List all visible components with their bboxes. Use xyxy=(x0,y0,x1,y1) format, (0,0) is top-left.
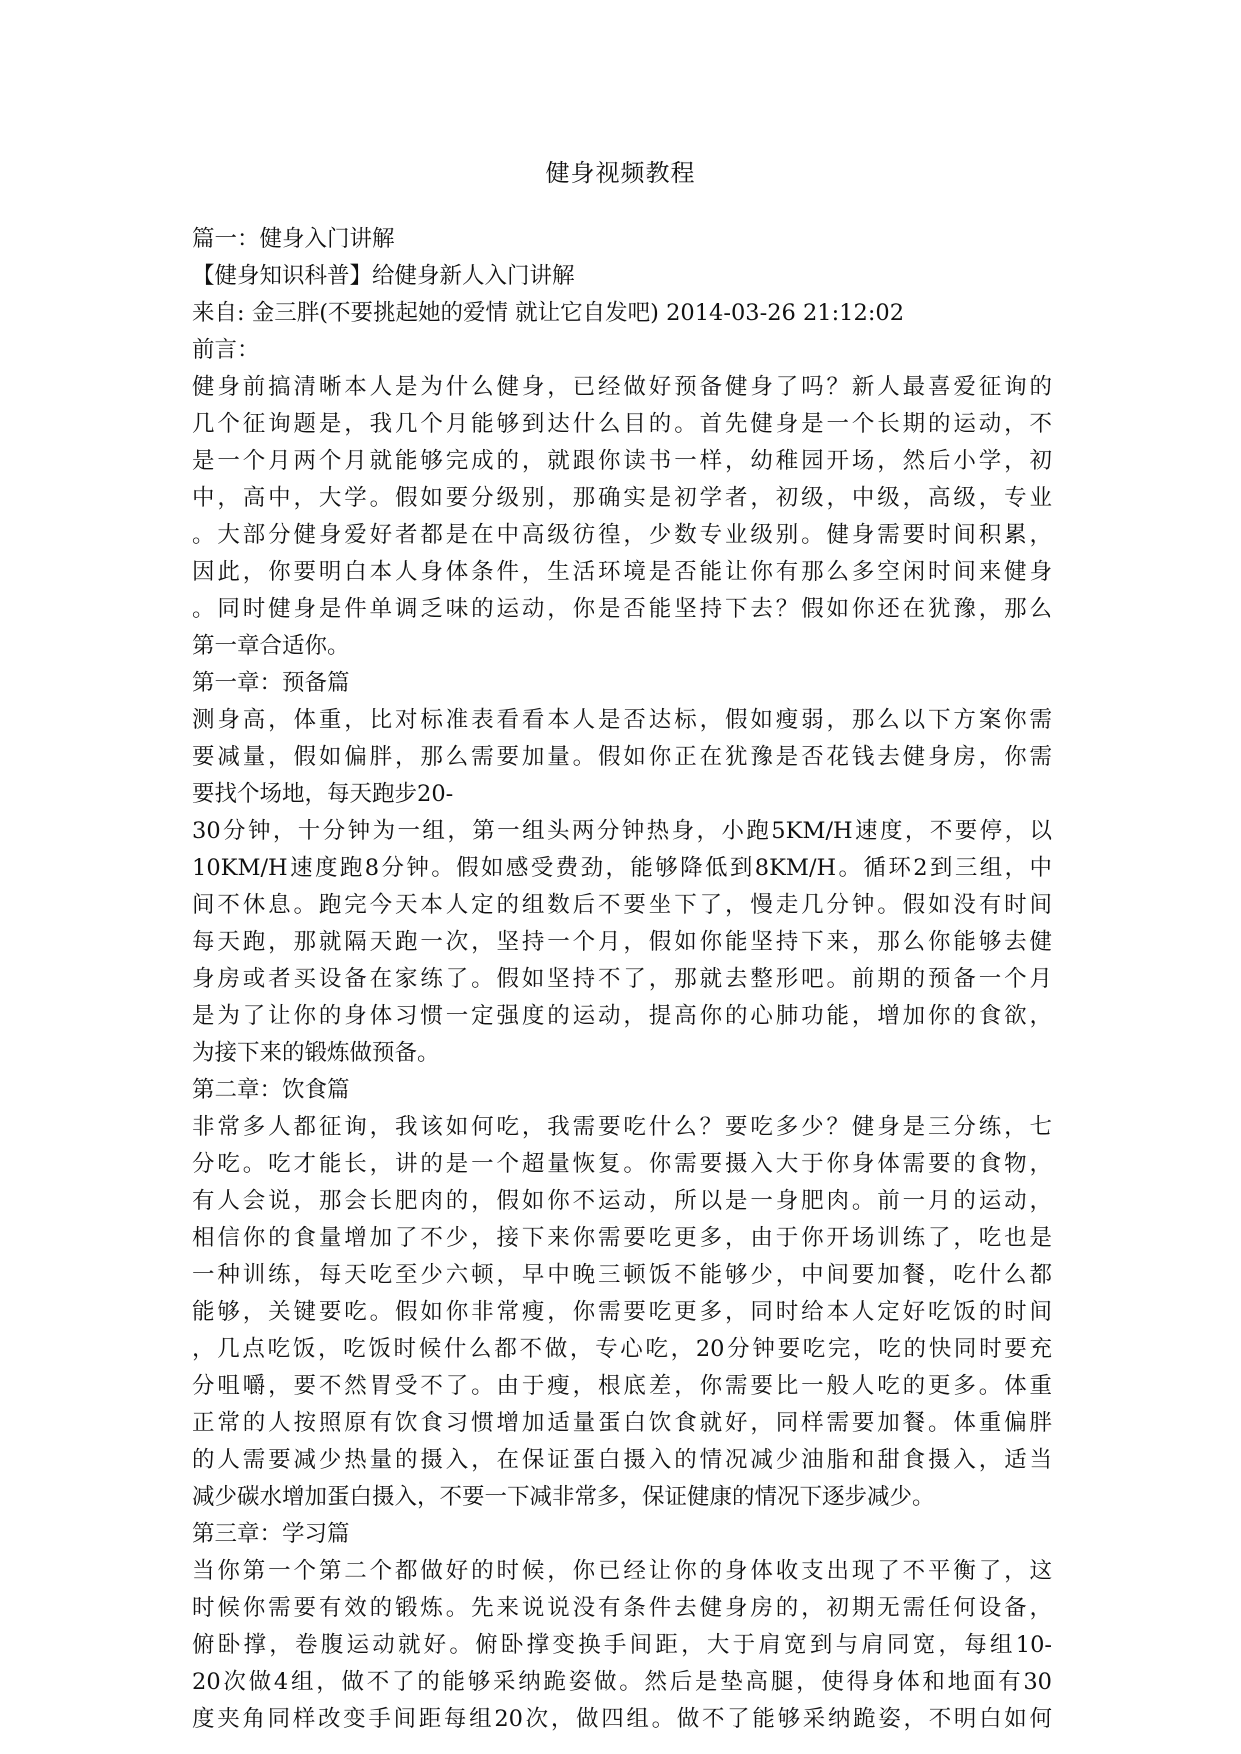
text-line: 身房或者买设备在家练了。假如坚持不了，那就去整形吧。前期的预备一个月 xyxy=(192,966,1052,992)
text-line: 中，高中，大学。假如要分级别，那确实是初学者，初级，中级，高级，专业 xyxy=(192,485,1052,511)
text-line: 是为了让你的身体习惯一定强度的运动，提高你的心肺功能，增加你的食欲， xyxy=(192,1003,1052,1029)
text-line: 当你第一个第二个都做好的时候，你已经让你的身体收支出现了不平衡了，这 xyxy=(192,1558,1052,1584)
text-line: 要找个场地，每天跑步20- xyxy=(192,781,454,807)
text-line: 要减量，假如偏胖，那么需要加量。假如你正在犹豫是否花钱去健身房，你需 xyxy=(192,744,1052,770)
document-body xyxy=(192,221,1052,1738)
text-line: 为接下来的锻炼做预备。 xyxy=(192,1040,440,1066)
text-line: 能够，关键要吃。假如你非常瘦，你需要吃更多，同时给本人定好吃饭的时间 xyxy=(192,1299,1052,1325)
text-line: 减少碳水增加蛋白摄入，不要一下减非常多，保证健康的情况下逐步减少。 xyxy=(192,1484,935,1510)
text-line: 度夹角同样改变手间距每组20次，做四组。做不了能够采纳跪姿，不明白如何 xyxy=(192,1706,1052,1732)
text-line: 。大部分健身爱好者都是在中高级彷徨，少数专业级别。健身需要时间积累， xyxy=(192,522,1052,548)
text-line: 时候你需要有效的锻炼。先来说说没有条件去健身房的，初期无需任何设备， xyxy=(192,1595,1052,1621)
text-line: 俯卧撑，卷腹运动就好。俯卧撑变换手间距，大于肩宽到与肩同宽，每组10- xyxy=(192,1632,1052,1658)
text-line: 10KM/H速度跑8分钟。假如感受费劲，能够降低到8KM/H。循环2到三组，中 xyxy=(192,855,1052,881)
text-line: 测身高，体重，比对标准表看看本人是否达标，假如瘦弱，那么以下方案你需 xyxy=(192,707,1052,733)
text-line: 几个征询题是，我几个月能够到达什么目的。首先健身是一个长期的运动，不 xyxy=(192,411,1052,437)
text-line: 因此，你要明白本人身体条件，生活环境是否能让你有那么多空闲时间来健身 xyxy=(192,559,1052,585)
text-line: 非常多人都征询，我该如何吃，我需要吃什么？要吃多少？健身是三分练，七 xyxy=(192,1114,1052,1140)
text-line: 间不休息。跑完今天本人定的组数后不要坐下了，慢走几分钟。假如没有时间 xyxy=(192,892,1052,918)
text-line: 第三章：学习篇 xyxy=(192,1521,350,1547)
text-line: 第一章：预备篇 xyxy=(192,670,350,696)
text-line: 有人会说，那会长肥肉的，假如你不运动，所以是一身肥肉。前一月的运动， xyxy=(192,1188,1052,1214)
text-line: 健身前搞清晰本人是为什么健身，已经做好预备健身了吗？新人最喜爱征询的 xyxy=(192,374,1052,400)
text-line: 一种训练，每天吃至少六顿，早中晚三顿饭不能够少，中间要加餐，吃什么都 xyxy=(192,1262,1052,1288)
text-line: 【健身知识科普】给健身新人入门讲解 xyxy=(192,263,575,289)
text-line: ，几点吃饭，吃饭时候什么都不做，专心吃，20分钟要吃完，吃的快同时要充 xyxy=(192,1336,1052,1362)
document-title: 健身视频教程 xyxy=(545,159,696,187)
text-line: 的人需要减少热量的摄入，在保证蛋白摄入的情况减少油脂和甜食摄入，适当 xyxy=(192,1447,1052,1473)
text-line: 每天跑，那就隔天跑一次，坚持一个月，假如你能坚持下来，那么你能够去健 xyxy=(192,929,1052,955)
text-line: 20次做4组，做不了的能够采纳跪姿做。然后是垫高腿，使得身体和地面有30 xyxy=(192,1669,1052,1695)
text-line: 。同时健身是件单调乏味的运动，你是否能坚持下去？假如你还在犹豫，那么 xyxy=(192,596,1052,622)
text-line: 篇一：健身入门讲解 xyxy=(192,226,395,252)
text-line: 前言： xyxy=(192,337,260,363)
text-line: 第二章：饮食篇 xyxy=(192,1077,350,1103)
text-line: 是一个月两个月就能够完成的，就跟你读书一样，幼稚园开场，然后小学，初 xyxy=(192,448,1052,474)
text-line: 30分钟，十分钟为一组，第一组头两分钟热身，小跑5KM/H速度，不要停，以 xyxy=(192,818,1052,844)
text-line: 来自: 金三胖(不要挑起她的爱情 就让它自发吧) 2014-03-26 21:12:02 xyxy=(192,300,905,326)
text-line: 分吃。吃才能长，讲的是一个超量恢复。你需要摄入大于你身体需要的食物， xyxy=(192,1151,1052,1177)
text-line: 正常的人按照原有饮食习惯增加适量蛋白饮食就好，同样需要加餐。体重偏胖 xyxy=(192,1410,1052,1436)
text-line: 分咀嚼，要不然胃受不了。由于瘦，根底差，你需要比一般人吃的更多。体重 xyxy=(192,1373,1052,1399)
text-line: 第一章合适你。 xyxy=(192,633,350,659)
text-line: 相信你的食量增加了不少，接下来你需要吃更多，由于你开场训练了，吃也是 xyxy=(192,1225,1052,1251)
